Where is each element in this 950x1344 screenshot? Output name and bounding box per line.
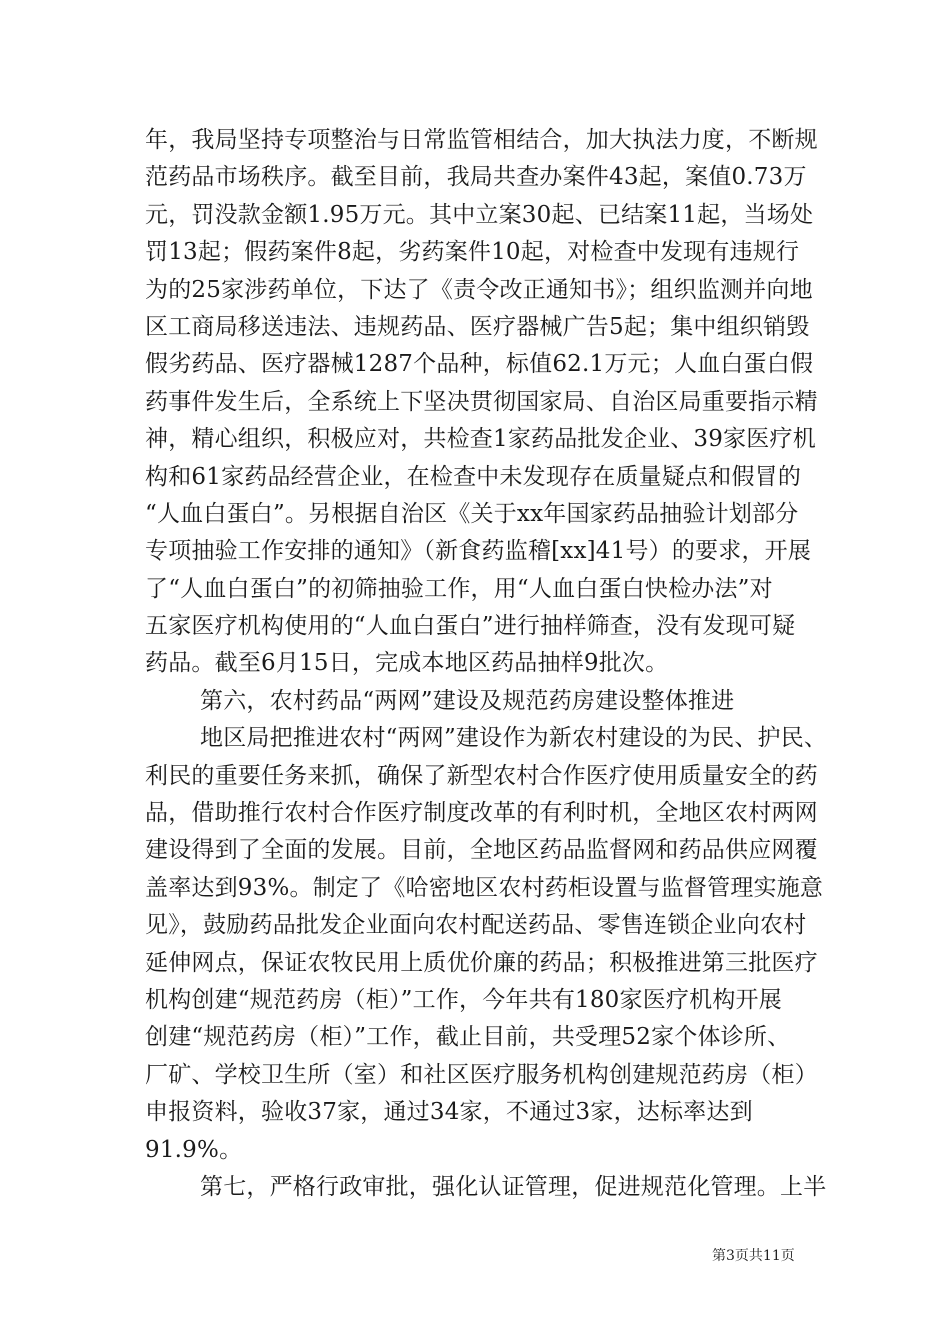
text-line: 范药品市场秩序。截至目前，我局共查办案件43起，案值0.73万 <box>145 164 807 191</box>
text-line: 91.9%。 <box>145 1136 243 1163</box>
text-line: 延伸网点，保证农牧民用上质优价廉的药品；积极推进第三批医疗 <box>145 949 818 976</box>
text-line: 申报资料，验收37家，通过34家，不通过3家，达标率达到 <box>145 1099 753 1126</box>
text-line: 品，借助推行农村合作医疗制度改革的有利时机，全地区农村两网 <box>145 800 818 827</box>
text-line: 盖率达到93%。制定了《哈密地区农村药柜设置与监督管理实施意 <box>145 874 824 901</box>
text-line: 第六，农村药品“两网”建设及规范药房建设整体推进 <box>200 687 735 714</box>
body-text <box>145 122 828 1206</box>
text-line: 元，罚没款金额1.95万元。其中立案30起、已结案11起，当场处 <box>145 201 814 228</box>
text-line: 为的25家涉药单位，下达了《责令改正通知书》；组织监测并向地 <box>145 276 813 303</box>
text-line: 五家医疗机构使用的“人血白蛋白”进行抽样筛查，没有发现可疑 <box>145 613 796 640</box>
page-number-footer: 第3页共11页 <box>712 1248 795 1264</box>
text-line: 构和61家药品经营企业，在检查中未发现存在质量疑点和假冒的 <box>145 463 802 490</box>
text-line: 利民的重要任务来抓，确保了新型农村合作医疗使用质量安全的药 <box>145 762 818 789</box>
text-line: 创建“规范药房（柜）”工作，截止目前，共受理52家个体诊所、 <box>145 1024 791 1051</box>
text-line: 机构创建“规范药房（柜）”工作，今年共有180家医疗机构开展 <box>145 986 782 1013</box>
text-line: 假劣药品、医疗器械1287个品种，标值62.1万元；人血白蛋白假 <box>145 351 814 378</box>
text-line: 见》，鼓励药品批发企业面向农村配送药品、零售连锁企业向农村 <box>145 912 807 939</box>
text-line: 专项抽验工作安排的通知》（新食药监稽[xx]41号）的要求，开展 <box>145 538 812 565</box>
text-line: 建设得到了全面的发展。目前，全地区药品监督网和药品供应网覆 <box>145 837 818 864</box>
text-line: 厂矿、学校卫生所（室）和社区医疗服务机构创建规范药房（柜） <box>145 1061 818 1088</box>
text-line: 神，精心组织，积极应对，共检查1家药品批发企业、39家医疗机 <box>145 426 816 453</box>
text-line: 地区局把推进农村“两网”建设作为新农村建设的为民、护民、 <box>200 725 828 752</box>
text-line: 区工商局移送违法、违规药品、医疗器械广告5起；集中组织销毁 <box>145 313 810 340</box>
text-line: 年，我局坚持专项整治与日常监管相结合，加大执法力度，不断规 <box>145 127 818 153</box>
text-line: 了“人血白蛋白”的初筛抽验工作，用“人血白蛋白快检办法”对 <box>145 575 773 602</box>
text-line: 罚13起；假药案件8起，劣药案件10起，对检查中发现有违规行 <box>145 239 800 266</box>
text-line: 药品。截至6月15日，完成本地区药品抽样9批次。 <box>145 650 669 677</box>
text-line: “人血白蛋白”。另根据自治区《关于xx年国家药品抽验计划部分 <box>145 500 799 527</box>
text-line: 药事件发生后，全系统上下坚决贯彻国家局、自治区局重要指示精 <box>145 388 818 415</box>
text-line: 第七，严格行政审批，强化认证管理，促进规范化管理。上半 <box>200 1173 827 1200</box>
